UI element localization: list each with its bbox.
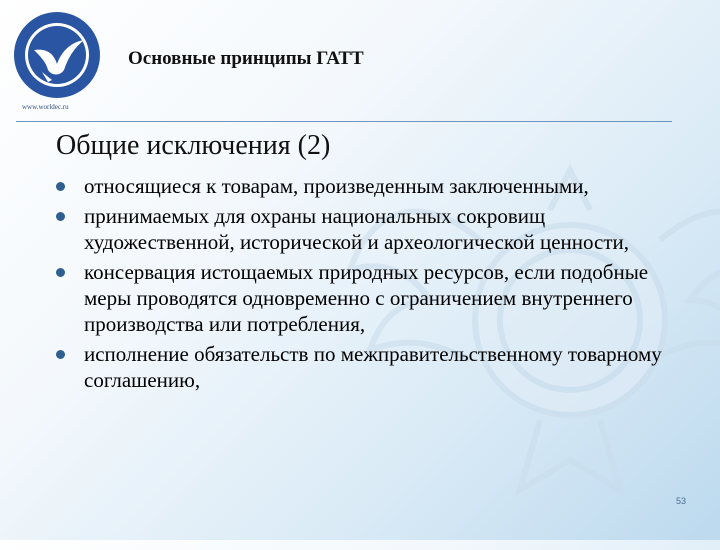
bullet-dot-icon (56, 350, 65, 359)
list-item-text: принимаемых для охраны национальных сокровищ художественной, исторической и археологической ценности, (84, 204, 630, 254)
list-item-text: относящиеся к товарам, произведенным заключенными, (84, 174, 589, 198)
bullet-dot-icon (56, 212, 65, 221)
header-divider (16, 121, 672, 122)
header-title: Основные принципы ГАТТ (128, 48, 364, 69)
bullet-list (52, 173, 682, 397)
university-emblem-bird-icon (12, 10, 102, 100)
list-item (52, 341, 682, 393)
list-item (52, 173, 682, 199)
bullet-dot-icon (56, 182, 65, 191)
list-item-text: исполнение обязательств по межправительственному товарному соглашению, (84, 342, 662, 392)
bullet-dot-icon (56, 268, 65, 277)
list-item-text: консервация истощаемых природных ресурсов, если подобные меры проводятся одновременно с ограничением внутреннего производства или потребления, (84, 260, 649, 336)
list-item (52, 259, 682, 337)
slide-subtitle: Общие исключения (2) (56, 130, 331, 161)
list-item (52, 203, 682, 255)
logo-caption: www.worldec.ru (22, 103, 69, 111)
page-number: 53 (676, 496, 687, 506)
